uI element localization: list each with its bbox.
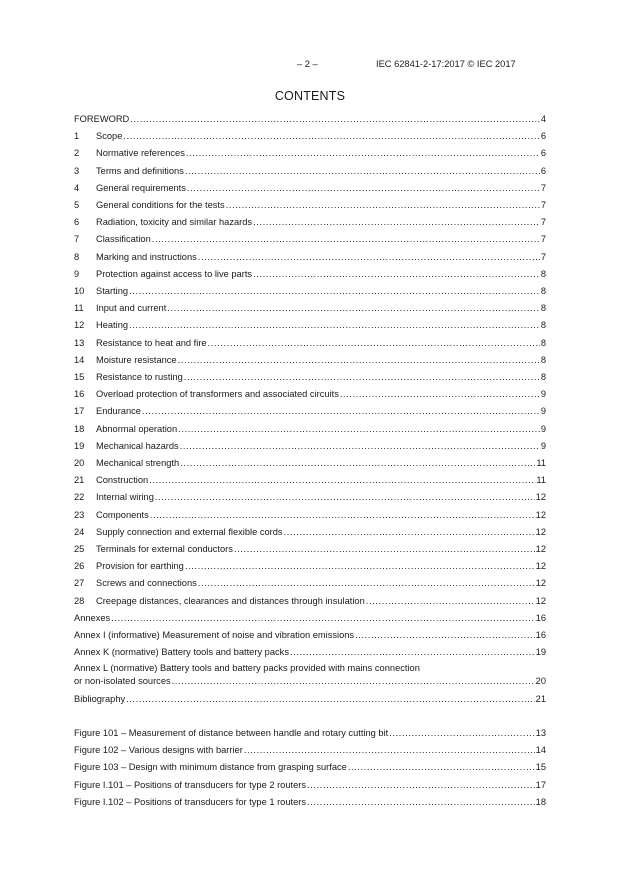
dot-leader — [244, 744, 535, 756]
toc-entry[interactable] — [74, 353, 546, 366]
figure-entry-label: Figure 102 – Various designs with barrier — [74, 745, 243, 756]
toc-entry-label: Provision for earthing — [96, 561, 184, 572]
figure-entry-page: 13 — [535, 728, 546, 738]
toc-entry-label: Terms and definitions — [96, 165, 184, 176]
toc-entry-number: 24 — [74, 526, 85, 537]
toc-entry-label: Endurance — [96, 406, 141, 417]
toc-entry-number: 2 — [74, 148, 80, 159]
toc-entry-label: Radiation, toxicity and similar hazards — [96, 217, 253, 228]
toc-entry[interactable] — [74, 628, 546, 641]
toc-entry-label: Scope — [96, 131, 123, 142]
dot-leader — [198, 251, 540, 263]
toc-entry[interactable] — [74, 284, 546, 297]
toc-entry-page: 16 — [535, 612, 546, 623]
toc-entry-label: Annex I (informative) Measurement of noise and vibration emissions — [74, 630, 355, 640]
toc-entry-number: 18 — [74, 423, 85, 434]
figure-entry[interactable] — [74, 778, 546, 791]
toc-entry[interactable] — [74, 129, 546, 142]
toc-entry[interactable] — [74, 674, 546, 687]
toc-entry-page: 8 — [540, 268, 546, 279]
toc-entry-label: Marking and instructions — [96, 251, 197, 262]
figure-entry[interactable] — [74, 760, 546, 773]
dot-leader — [142, 405, 540, 417]
toc-entry-page: 9 — [540, 423, 546, 434]
toc-entry-number: 5 — [74, 200, 80, 210]
toc-entry-label: Moisture resistance — [96, 354, 177, 365]
dot-leader — [180, 440, 540, 452]
toc-entry-page: 12 — [535, 578, 546, 589]
dot-leader — [150, 509, 535, 521]
dot-leader — [226, 199, 540, 211]
toc-entry-label: Mechanical strength — [96, 458, 180, 468]
toc-entry-label: Screws and connections — [96, 578, 197, 589]
toc-entry[interactable] — [74, 559, 546, 572]
dot-leader — [253, 268, 540, 280]
dot-leader — [307, 779, 535, 791]
toc-entry-number: 10 — [74, 286, 85, 296]
figure-entry[interactable] — [74, 743, 546, 756]
toc-entry-page: 20 — [535, 676, 546, 687]
toc-entry-number: 21 — [74, 475, 85, 486]
dot-leader — [186, 147, 540, 159]
toc-entry[interactable] — [74, 198, 546, 211]
toc-entry-label: Classification — [96, 234, 151, 245]
dot-leader — [184, 371, 540, 383]
toc-entry-page: 9 — [540, 389, 546, 400]
toc-entry-number: 14 — [74, 354, 85, 365]
toc-entry-page: 12 — [535, 561, 546, 572]
toc-entry[interactable] — [74, 576, 546, 589]
figure-entry[interactable] — [74, 795, 546, 808]
toc-entry[interactable] — [74, 404, 546, 417]
figure-entry-page: 18 — [535, 796, 546, 807]
toc-entry-number: 16 — [74, 389, 85, 400]
dot-leader — [180, 457, 535, 469]
toc-entry[interactable] — [74, 370, 546, 383]
dot-leader — [178, 354, 540, 366]
toc-entry-label: or non-isolated sources — [74, 676, 171, 687]
toc-entry-number: 3 — [74, 165, 80, 176]
toc-entry[interactable] — [74, 422, 546, 435]
toc-entry-label: Resistance to rusting — [96, 372, 183, 382]
toc-entry[interactable] — [74, 692, 546, 705]
toc-entry-page: 9 — [540, 440, 546, 451]
toc-entry-label: Annex K (normative) Battery tools and battery packs — [74, 647, 289, 658]
dot-leader — [340, 388, 540, 400]
toc-entry[interactable] — [74, 250, 546, 263]
toc-entry-page: 7 — [540, 217, 546, 228]
toc-entry-page: 7 — [540, 182, 546, 193]
toc-entry[interactable] — [74, 525, 546, 538]
toc-entry-number: 27 — [74, 578, 85, 589]
figure-entry-label: Figure I.101 – Positions of transducers for type 2 routers — [74, 779, 307, 790]
toc-entry-label: Annexes — [74, 612, 111, 623]
toc-entry[interactable] — [74, 387, 546, 400]
toc-entry-label: Terminals for external conductors — [96, 544, 233, 554]
dot-leader — [348, 761, 535, 773]
dot-leader — [129, 319, 540, 331]
dot-leader — [290, 646, 535, 658]
toc-entry-page: 7 — [540, 251, 546, 262]
page-header — [0, 59, 620, 73]
toc-entry-number: 9 — [74, 268, 80, 279]
dot-leader — [253, 216, 540, 228]
toc-entry-number: 20 — [74, 458, 85, 468]
dot-leader — [167, 302, 540, 314]
toc-entry-page: 6 — [540, 165, 546, 176]
toc-entry-label: Construction — [96, 475, 149, 486]
toc-entry[interactable] — [74, 594, 546, 607]
document-reference: IEC 62841-2-17:2017 © IEC 2017 — [376, 59, 516, 69]
toc-entry-label: Bibliography — [74, 693, 126, 704]
toc-entry-number: 28 — [74, 595, 85, 606]
toc-entry[interactable] — [74, 318, 546, 331]
toc-entry-page: 21 — [535, 693, 546, 704]
toc-entry-label: Supply connection and external flexible cords — [96, 526, 283, 537]
toc-entry-page: 8 — [540, 286, 546, 296]
toc-entry-number: 13 — [74, 337, 85, 348]
toc-entry-number: 4 — [74, 182, 80, 193]
dot-leader — [389, 727, 534, 739]
toc-entry-page: 9 — [540, 406, 546, 417]
toc-entry[interactable] — [74, 542, 546, 555]
toc-entry-page: 8 — [540, 337, 546, 348]
toc-entry-number: 23 — [74, 509, 85, 520]
toc-entry[interactable] — [74, 336, 546, 349]
toc-entry-page: 8 — [540, 372, 546, 382]
figure-entry-page: 17 — [535, 779, 546, 790]
toc-entry-number: 17 — [74, 406, 85, 417]
toc-entry[interactable] — [74, 232, 546, 245]
toc-entry[interactable] — [74, 146, 546, 159]
toc-entry-page: 12 — [535, 595, 546, 606]
toc-entry[interactable] — [74, 490, 546, 503]
dot-leader — [185, 560, 535, 572]
dot-leader — [284, 526, 535, 538]
toc-entry[interactable] — [74, 112, 546, 125]
toc-entry-page: 19 — [535, 647, 546, 658]
toc-entry-label: General conditions for the tests — [96, 200, 225, 210]
toc-entry-page: 6 — [540, 131, 546, 142]
toc-entry[interactable] — [74, 456, 546, 469]
toc-entry-number: 26 — [74, 561, 85, 572]
dot-leader — [234, 543, 535, 555]
dot-leader — [187, 182, 540, 194]
toc-entry-label: Normative references — [96, 148, 185, 159]
toc-entry-number: 8 — [74, 251, 80, 262]
dot-leader — [152, 233, 540, 245]
toc-entry[interactable] — [74, 508, 546, 521]
toc-entry-label: Protection against access to live parts — [96, 268, 253, 279]
toc-entry-label: Creepage distances, clearances and distances through insulation — [96, 595, 365, 606]
toc-entry-page: 11 — [536, 475, 546, 486]
toc-entry[interactable] — [74, 439, 546, 452]
toc-entry-number: 1 — [74, 131, 80, 142]
figure-entry-page: 14 — [535, 745, 546, 756]
toc-entry-page: 8 — [540, 303, 546, 314]
toc-entry-number: 11 — [74, 303, 84, 314]
figure-entry-label: Figure I.102 – Positions of transducers for type 1 routers — [74, 796, 307, 807]
contents-title: CONTENTS — [274, 89, 346, 103]
figure-entry-label: Figure 101 – Measurement of distance between handle and rotary cutting bit — [74, 728, 389, 738]
figure-entry-label: Figure 103 – Design with minimum distance from grasping surface — [74, 762, 347, 773]
toc-entry-label: Abnormal operation — [96, 423, 178, 434]
dot-leader — [126, 693, 534, 705]
toc-entry-label: Heating — [96, 320, 129, 331]
toc-entry-number: 6 — [74, 217, 80, 228]
toc-entry-page: 8 — [540, 354, 546, 365]
toc-entry-page: 16 — [535, 630, 546, 640]
toc-entry-label: FOREWORD — [74, 114, 130, 124]
toc-entry-page: 8 — [540, 320, 546, 331]
toc-entry-number: 12 — [74, 320, 85, 331]
toc-entry-number: 7 — [74, 234, 80, 245]
toc-entry-number: 15 — [74, 372, 85, 382]
dot-leader — [129, 285, 540, 297]
toc-entry[interactable] — [74, 645, 546, 658]
toc-entry[interactable] — [74, 301, 546, 314]
toc-entry-label: Starting — [96, 286, 129, 296]
dot-leader — [366, 595, 535, 607]
dot-leader — [172, 675, 535, 687]
toc-entry-page: 12 — [535, 544, 546, 554]
toc-entry-page: 11 — [536, 458, 546, 468]
toc-entry-page: 12 — [535, 492, 546, 503]
toc-entry-label: Input and current — [96, 303, 167, 314]
toc-entry-label: Components — [96, 509, 149, 520]
toc-entry[interactable] — [74, 267, 546, 280]
toc-entry-page: 7 — [540, 200, 546, 210]
toc-entry-number: 19 — [74, 440, 85, 451]
dot-leader — [178, 423, 540, 435]
toc-entry-page: 6 — [540, 148, 546, 159]
dot-leader — [123, 130, 539, 142]
dot-leader — [111, 612, 534, 624]
toc-entry-label: Overload protection of transformers and associated circuits — [96, 389, 339, 400]
toc-entry-page: 12 — [535, 526, 546, 537]
dot-leader — [185, 165, 540, 177]
toc-entry-number: 22 — [74, 492, 85, 503]
figure-entry-page: 15 — [535, 762, 546, 773]
toc-entry[interactable] — [74, 611, 546, 624]
figure-entry[interactable] — [74, 726, 546, 739]
toc-entry[interactable] — [74, 164, 546, 177]
page-number: – 2 – — [297, 59, 318, 69]
toc-entry-page: 4 — [540, 114, 546, 124]
toc-entry[interactable] — [74, 215, 546, 228]
toc-entry-page: 12 — [535, 509, 546, 520]
toc-entry-label: Internal wiring — [96, 492, 154, 503]
toc-entry-label: Mechanical hazards — [96, 440, 179, 451]
toc-entry-page: 7 — [540, 234, 546, 245]
dot-leader — [198, 577, 535, 589]
dot-leader — [307, 796, 535, 808]
toc-entry-label: General requirements — [96, 182, 186, 193]
toc-entry-number: 25 — [74, 544, 85, 554]
dot-leader — [130, 113, 540, 125]
toc-entry[interactable] — [74, 181, 546, 194]
toc-entry-first-line[interactable]: Annex L (normative) Battery tools and battery packs provided with mains connection — [74, 663, 420, 674]
toc-entry-label: Resistance to heat and fire — [96, 337, 207, 348]
dot-leader — [355, 629, 535, 641]
dot-leader — [208, 337, 540, 349]
toc-entry[interactable] — [74, 473, 546, 486]
dot-leader — [155, 491, 535, 503]
dot-leader — [149, 474, 535, 486]
